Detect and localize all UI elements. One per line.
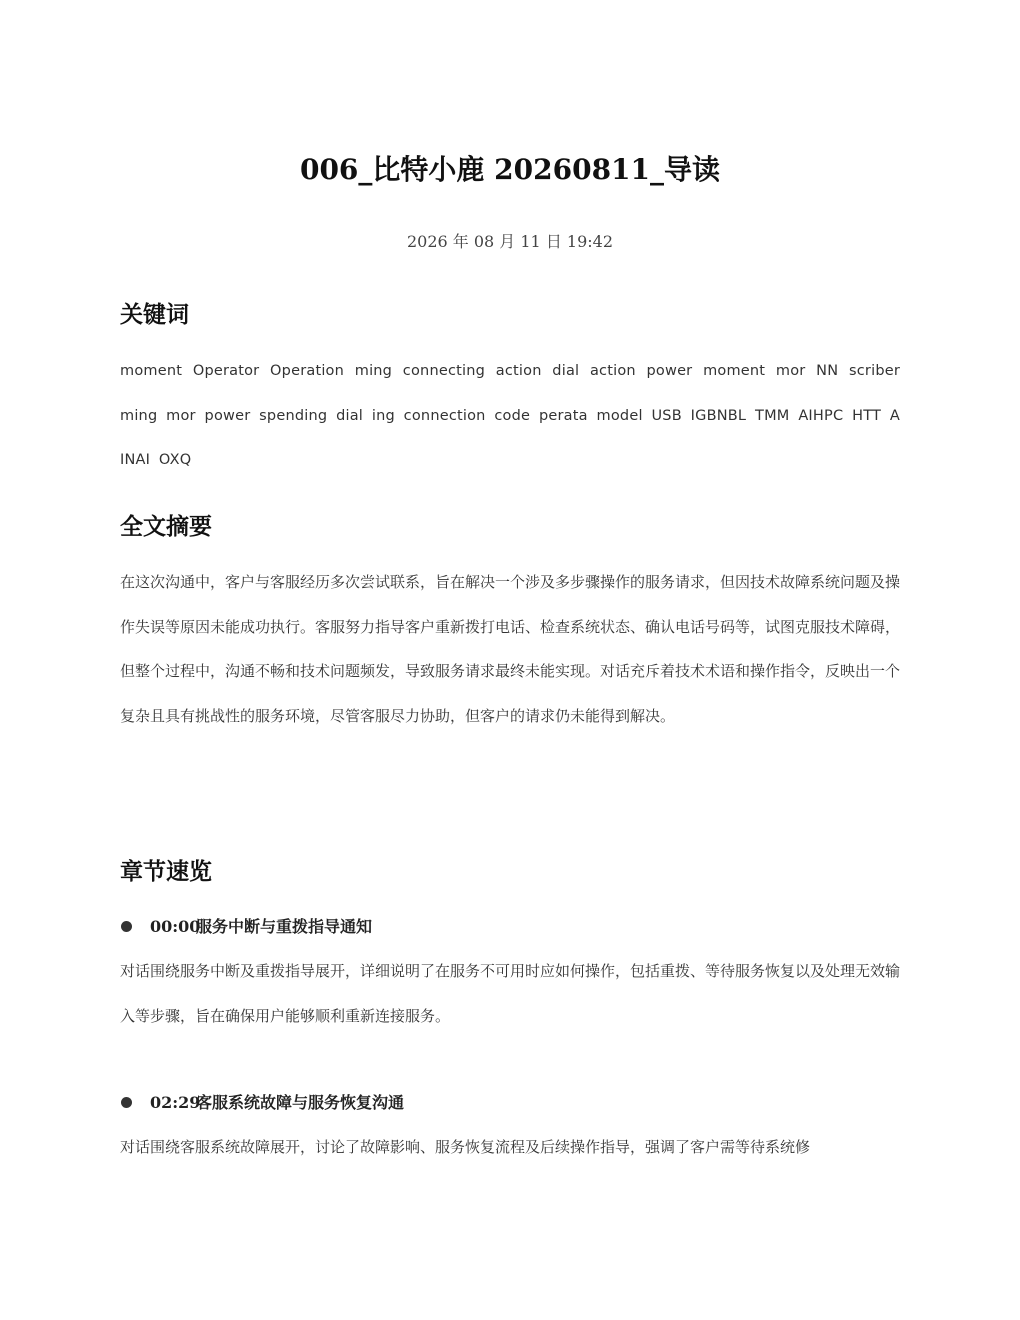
bullet-icon	[121, 1097, 132, 1108]
chapters-heading: 章节速览	[120, 859, 212, 885]
chapter-timestamp: 02:29	[150, 1093, 201, 1112]
chapter-item	[120, 913, 901, 1025]
chapter-title: 客服系统故障与服务恢复沟通	[196, 1093, 405, 1112]
summary-heading: 全文摘要	[120, 514, 212, 540]
chapter-timestamp: 00:00	[150, 917, 201, 936]
chapter-header	[120, 1089, 900, 1117]
chapter-description: 对话围绕客服系统故障展开，讨论了故障影响、服务恢复流程及后续操作指导，强调了客户需等待系统修	[120, 1138, 811, 1156]
document-date: 2026 年 08 月 11 日 19:42	[406, 232, 614, 251]
keywords-text: moment Operator Operation ming connecting action dial action power moment mor NN scriber ming mor power spending dial ing connection code perata model USB IGBNBL TMM AIHPC HTT AINAI OXQ	[120, 363, 900, 468]
chapter-title: 服务中断与重拨指导通知	[196, 917, 373, 936]
chapter-description: 对话围绕服务中断及重拨指导展开，详细说明了在服务不可用时应如何操作，包括重拨、等待服务恢复以及处理无效输入等步骤，旨在确保用户能够顺利重新连接服务。	[120, 962, 901, 1025]
summary-text: 在这次沟通中，客户与客服经历多次尝试联系，旨在解决一个涉及多步骤操作的服务请求，但因技术故障系统问题及操作失误等原因未能成功执行。客服努力指导客户重新拨打电话、检查系统状态、确认电话号码等，试图克服技术障碍，但整个过程中，沟通不畅和技术问题频发，导致服务请求最终未能实现。对话充斥着技术术语和操作指令，反映出一个复杂且具有挑战性的服务环境，尽管客服尽力协助，但客户的请求仍未能得到解决。	[120, 573, 901, 725]
keywords-heading: 关键词	[120, 302, 189, 328]
chapter-header	[120, 913, 900, 941]
bullet-icon	[121, 921, 132, 932]
document-title: 006_比特小鹿 20260811_导读	[299, 153, 721, 186]
chapter-item	[120, 1089, 900, 1156]
